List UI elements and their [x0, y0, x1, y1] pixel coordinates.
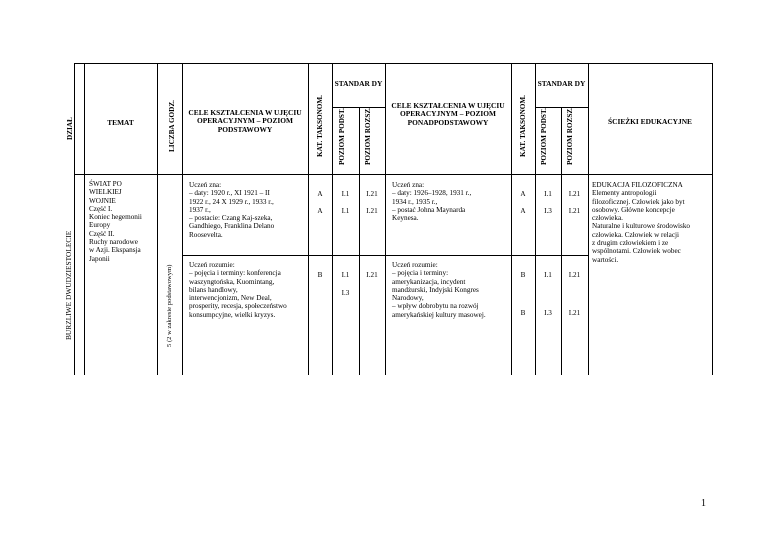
block-divider-2: [385, 255, 588, 256]
header-poziom-rozsz-1: POZIOM ROZSZ.: [364, 107, 372, 165]
col-border-11: [588, 63, 589, 375]
col-border-4: [308, 63, 309, 375]
rozsz1-value: I.21: [366, 190, 378, 198]
header-bottom-border: [74, 174, 713, 175]
header-cele-podstawowy: CELE KSZTAŁCENIA W UJĘCIU OPERACYJNYM – POZIOM PODSTAWOWY: [188, 108, 302, 134]
kat1-value: A: [317, 190, 323, 198]
col-border-12: [712, 63, 713, 375]
header-kat-taksonom-2: KAT. TAKSONOM.: [519, 95, 527, 157]
kat2-value: A: [520, 207, 526, 215]
rozsz1-value: I.21: [366, 271, 378, 279]
cele-ponad-block-1: Uczeń zna: – daty: 1926–1928, 1931 r., 1934 r., 1935 r., – postać Johna Maynarda Keynesa.: [392, 181, 472, 223]
col-border-1: [84, 63, 85, 375]
col-border-8: [511, 63, 512, 375]
rozsz2-value: I.21: [568, 190, 581, 198]
rozsz2-value: I.21: [568, 207, 581, 215]
sciezki-value: EDUKACJA FILOZOFICZNA Elementy antropologii filozoficznej. Człowiek jako byt osobowy. Główne koncepcje człowieka. Naturalne i kulturowe środowisko człowieka. Człowiek w relacji z drugim człowiekiem i ze wspólnotami. Człowiek wobec wartości.: [592, 181, 691, 264]
header-sciezki: ŚCIEŻKI EDUKACYJNE: [608, 117, 692, 126]
header-liczba-godz: LICZBA GODZ.: [168, 100, 176, 152]
kat2-value: A: [520, 190, 526, 198]
col-border-2: [157, 63, 158, 375]
podst1-value: I.1: [341, 207, 350, 215]
podst2-value: I.1: [544, 271, 552, 279]
temat-value: ŚWIAT PO WIELKIEJ WOJNIE Część I. Koniec hegemonii Europy Część II. Ruchy narodowe w Azji. Ekspansja Japonii: [89, 180, 142, 263]
rozsz2-value: I.21: [568, 309, 581, 317]
header-dzial: DZIAŁ: [66, 117, 74, 140]
liczba-godz-value: 5 (2 w zakresie podstawowym): [166, 264, 173, 347]
podst2-value: I.3: [544, 309, 552, 317]
col-border-6: [359, 107, 360, 375]
col-border-0: [74, 63, 75, 375]
kat2-value: B: [520, 271, 526, 279]
table-top-border: [74, 63, 713, 64]
cele-podst-block-2: Uczeń rozumie: – pojęcia i terminy: konferencja waszyngtońska, Kuomintang, bilans handlowy, interwencjonizm, New Deal, prosperity, recesja, społeczeństwo konsumpcyjne, wielki kryzys.: [189, 261, 287, 319]
podst1-value: I.1: [341, 271, 350, 279]
kat2-value: B: [520, 309, 526, 317]
header-cele-ponadpodstawowy: CELE KSZTAŁCENIA W UJĘCIU OPERACYJNYM – POZIOM PONADPODSTAWOWY: [391, 101, 505, 127]
col-border-9: [535, 63, 536, 375]
header-standardy-1: STANDAR DY: [334, 79, 383, 88]
block-divider-1: [182, 255, 385, 256]
header-temat: TEMAT: [107, 118, 134, 127]
podst1-value: I.3: [341, 289, 350, 297]
rozsz1-value: I.21: [366, 207, 378, 215]
header-poziom-podst-2: POZIOM PODST.: [540, 108, 548, 165]
header-kat-taksonom-1: KAT. TAKSONOM.: [316, 95, 324, 157]
col-border-10: [561, 107, 562, 375]
header-standardy-2: STANDAR DY: [537, 79, 586, 88]
cele-ponad-block-2: Uczeń rozumie: – pojęcia i terminy: amerykanizacja, incydent mandżurski, Indyjski Kongres Narodowy, – wpływ dobrobytu na rozwój amerykańskiej kultury masowej.: [392, 261, 486, 319]
header-poziom-rozsz-2: POZIOM ROZSZ.: [566, 107, 574, 165]
podst2-value: I.3: [544, 207, 552, 215]
podst2-value: I.1: [544, 190, 552, 198]
header-poziom-podst-1: POZIOM PODST.: [338, 108, 346, 165]
dzial-value: BURZLIWE DWUDZIESTOLECIE: [64, 230, 73, 340]
col-border-5: [332, 63, 333, 375]
rozsz2-value: I.21: [568, 271, 581, 279]
podst1-value: I.1: [341, 190, 350, 198]
page-number: 1: [701, 498, 706, 509]
kat1-value: B: [317, 271, 323, 279]
cele-podst-block-1: Uczeń zna: – daty: 1920 r., XI 1921 – II 1922 r., 24 X 1929 r., 1933 r., 1937 r., – postacie: Czang Kaj-szeka, Gandhiego, Franklina Delano Roosevelta.: [189, 181, 275, 239]
kat1-value: A: [317, 207, 323, 215]
